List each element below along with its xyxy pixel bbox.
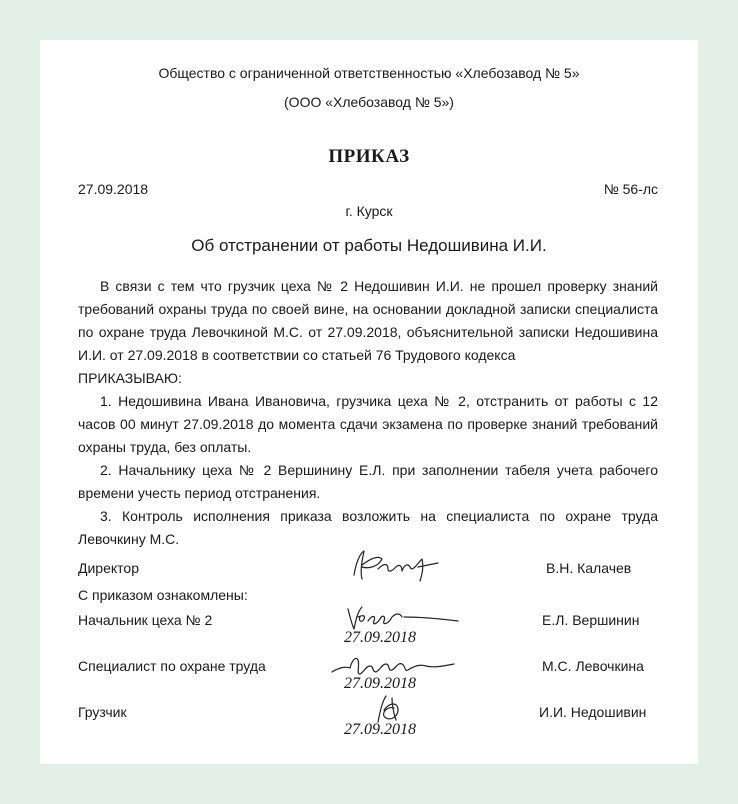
order-city: г. Курск bbox=[345, 203, 393, 219]
signer-role-2: Специалист по охране труда bbox=[78, 658, 266, 674]
signer-role-3: Грузчик bbox=[78, 704, 127, 720]
signer-date-3: 27.09.2018 bbox=[344, 721, 416, 738]
order-item-3: 3. Контроль исполнения приказа возложить на специалиста по охране труда Левочкину М.С. bbox=[78, 508, 658, 547]
director-name: В.Н. Калачев bbox=[546, 560, 632, 576]
signer-date-1: 27.09.2018 bbox=[344, 629, 416, 646]
signer-name-3: И.И. Недошивин bbox=[539, 704, 647, 720]
document-page bbox=[40, 40, 698, 764]
order-number: № 56-лс bbox=[603, 181, 658, 197]
organization-full-name: Общество с ограниченной ответственностью «Хлебозавод № 5» bbox=[158, 65, 580, 81]
order-item-2: 2. Начальнику цеха № 2 Вершинину Е.Л. при заполнении табеля учета рабочего времени учесть период отстранения. bbox=[78, 462, 658, 501]
director-role: Директор bbox=[78, 560, 139, 576]
signer-date-2: 27.09.2018 bbox=[344, 675, 416, 692]
order-preamble: В связи с тем что грузчик цеха № 2 Недошивин И.И. не прошел проверку знаний требований охраны труда по своей вине, на основании докладной записки специалиста по охране труда Левочкиной М.С. от 27.09.2018, объяснительной записки Недошивина И.И. от 27.09.2018 в соответствии со статьей 76 Трудового кодекса bbox=[78, 278, 658, 363]
signer-name-2: М.С. Левочкина bbox=[542, 658, 644, 674]
organization-short-name: (ООО «Хлебозавод № 5») bbox=[284, 94, 454, 110]
order-directive: ПРИКАЗЫВАЮ: bbox=[78, 370, 182, 386]
acquainted-label: С приказом ознакомлены: bbox=[78, 587, 248, 603]
order-item-1: 1. Недошивина Ивана Ивановича, грузчика цеха № 2, отстранить от работы с 12 часов 00 минут 27.09.2018 до момента сдачи экзамена по проверке знаний требований охраны труда, без оплаты. bbox=[78, 393, 658, 455]
order-date: 27.09.2018 bbox=[78, 181, 149, 197]
order-subject: Об отстранении от работы Недошивина И.И. bbox=[191, 236, 547, 255]
signer-name-1: Е.Л. Вершинин bbox=[542, 612, 640, 628]
director-signature bbox=[348, 545, 448, 585]
signer-role-1: Начальник цеха № 2 bbox=[78, 612, 213, 628]
document-title: ПРИКАЗ bbox=[328, 146, 410, 167]
